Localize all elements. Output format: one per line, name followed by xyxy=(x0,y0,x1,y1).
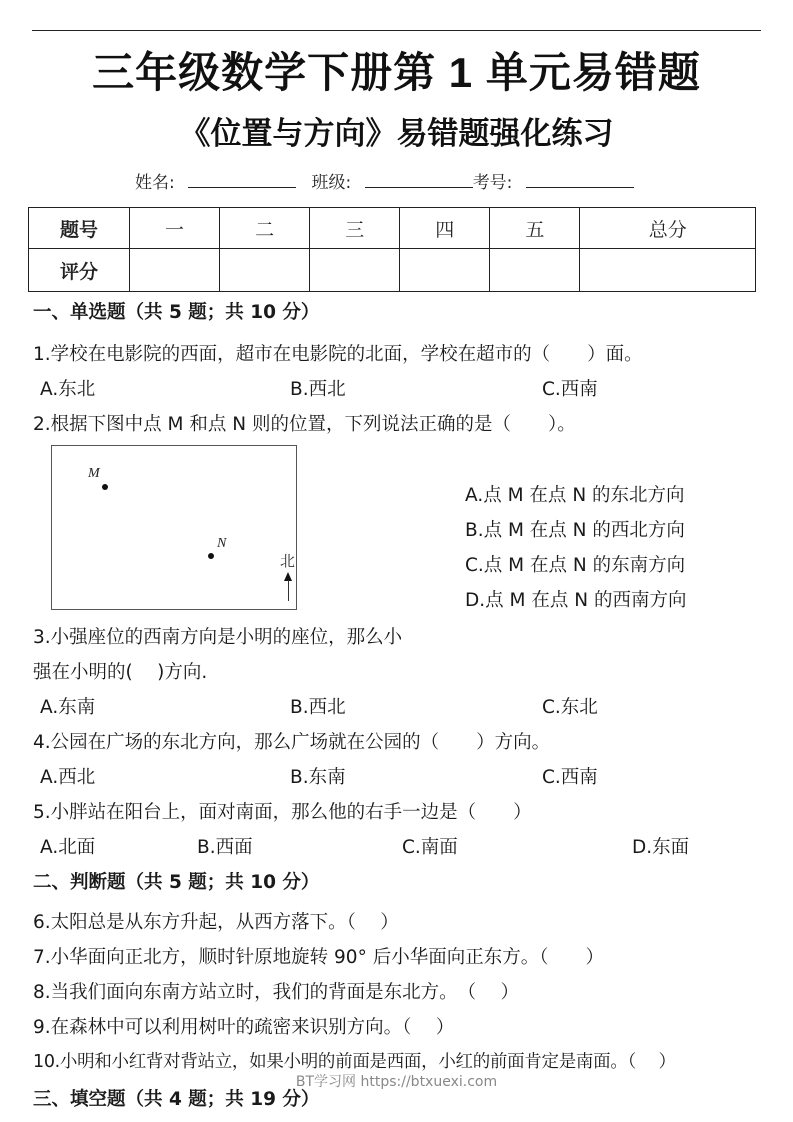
name-field[interactable] xyxy=(188,171,296,188)
top-rule xyxy=(32,30,761,31)
section-heading-single-choice: 一、单选题（共 5 题；共 10 分） xyxy=(33,302,320,323)
q4-option-a[interactable]: A.西北 xyxy=(40,767,96,788)
class-label: 班级: xyxy=(311,173,352,193)
score-table-cell: 四 xyxy=(400,208,490,249)
exam-no-label: 考号: xyxy=(472,173,513,193)
score-input-cell[interactable] xyxy=(400,249,490,292)
q4-option-b[interactable]: B.东南 xyxy=(290,767,346,788)
score-table-cell: 二 xyxy=(220,208,310,249)
q5-option-b[interactable]: B.西面 xyxy=(197,837,253,858)
question-7-text: 7.小华面向正北方，顺时针原地旋转 90° 后小华面向正东方。（ ） xyxy=(33,947,604,968)
score-input-cell[interactable] xyxy=(130,249,220,292)
question-9-text: 9.在森林中可以利用树叶的疏密来识别方向。（ ） xyxy=(33,1017,455,1038)
q3-option-c[interactable]: C.东北 xyxy=(542,697,598,718)
score-table-cell: 一 xyxy=(130,208,220,249)
page-subtitle: 《位置与方向》易错题强化练习 xyxy=(179,116,614,152)
q2-direction-diagram xyxy=(51,445,297,610)
score-table-cell: 评分 xyxy=(29,249,130,292)
student-info-line xyxy=(135,168,634,193)
score-table-cell: 题号 xyxy=(29,208,130,249)
section-heading-true-false: 二、判断题（共 5 题；共 10 分） xyxy=(33,872,320,893)
score-table-score-row xyxy=(29,249,756,292)
q2-option-c[interactable]: C.点 M 在点 N 的东南方向 xyxy=(465,555,686,576)
score-table-header-row xyxy=(29,208,756,249)
point-n-label: N xyxy=(217,536,227,551)
q3-option-b[interactable]: B.西北 xyxy=(290,697,346,718)
score-table xyxy=(28,207,756,292)
q5-option-c[interactable]: C.南面 xyxy=(402,837,458,858)
point-m-dot xyxy=(102,484,108,490)
q1-option-a[interactable]: A.东北 xyxy=(40,379,96,400)
question-2-text: 2.根据下图中点 M 和点 N 则的位置，下列说法正确的是（ ）。 xyxy=(33,414,576,435)
q1-option-c[interactable]: C.西南 xyxy=(542,379,598,400)
class-field[interactable] xyxy=(365,171,473,188)
question-3-text-line2: 强在小明的( )方向. xyxy=(33,662,208,683)
q2-option-d[interactable]: D.点 M 在点 N 的西南方向 xyxy=(465,590,687,611)
exam-no-field[interactable] xyxy=(526,171,634,188)
page-title: 三年级数学下册第 1 单元易错题 xyxy=(92,49,701,96)
question-5-text: 5.小胖站在阳台上，面对南面，那么他的右手一边是（ ） xyxy=(33,802,532,823)
score-table-cell: 三 xyxy=(310,208,400,249)
north-arrow-shaft xyxy=(288,580,289,601)
score-input-cell[interactable] xyxy=(490,249,580,292)
score-table-cell: 总分 xyxy=(580,208,756,249)
section-heading-fill-blank: 三、填空题（共 4 题；共 19 分） xyxy=(33,1089,320,1110)
q1-option-b[interactable]: B.西北 xyxy=(290,379,346,400)
q5-option-d[interactable]: D.东面 xyxy=(632,837,690,858)
score-input-cell[interactable] xyxy=(220,249,310,292)
north-label: 北 xyxy=(280,552,296,570)
q5-option-a[interactable]: A.北面 xyxy=(40,837,96,858)
score-table-cell: 五 xyxy=(490,208,580,249)
name-label: 姓名: xyxy=(135,173,175,193)
point-n-dot xyxy=(208,553,214,559)
score-input-cell[interactable] xyxy=(310,249,400,292)
question-6-text: 6.太阳总是从东方升起，从西方落下。（ ） xyxy=(33,912,399,933)
question-4-text: 4.公园在广场的东北方向，那么广场就在公园的（ ）方向。 xyxy=(33,732,551,753)
watermark: BT学习网 https://btxuexi.com xyxy=(295,1074,498,1090)
point-m-label: M xyxy=(88,466,100,481)
q3-option-a[interactable]: A.东南 xyxy=(40,697,96,718)
q2-option-a[interactable]: A.点 M 在点 N 的东北方向 xyxy=(465,485,685,506)
question-10-text: 10.小明和小红背对背站立，如果小明的前面是西面，小红的前面肯定是南面。（ ） xyxy=(33,1052,676,1072)
question-8-text: 8.当我们面向东南方站立时，我们的背面是东北方。 （ ） xyxy=(33,982,520,1003)
question-3-text-line1: 3.小强座位的西南方向是小明的座位，那么小 xyxy=(33,627,403,648)
question-1-text: 1.学校在电影院的西面，超市在电影院的北面，学校在超市的（ ）面。 xyxy=(33,344,643,365)
score-input-cell[interactable] xyxy=(580,249,756,292)
q2-option-b[interactable]: B.点 M 在点 N 的西北方向 xyxy=(465,520,685,541)
q4-option-c[interactable]: C.西南 xyxy=(542,767,598,788)
